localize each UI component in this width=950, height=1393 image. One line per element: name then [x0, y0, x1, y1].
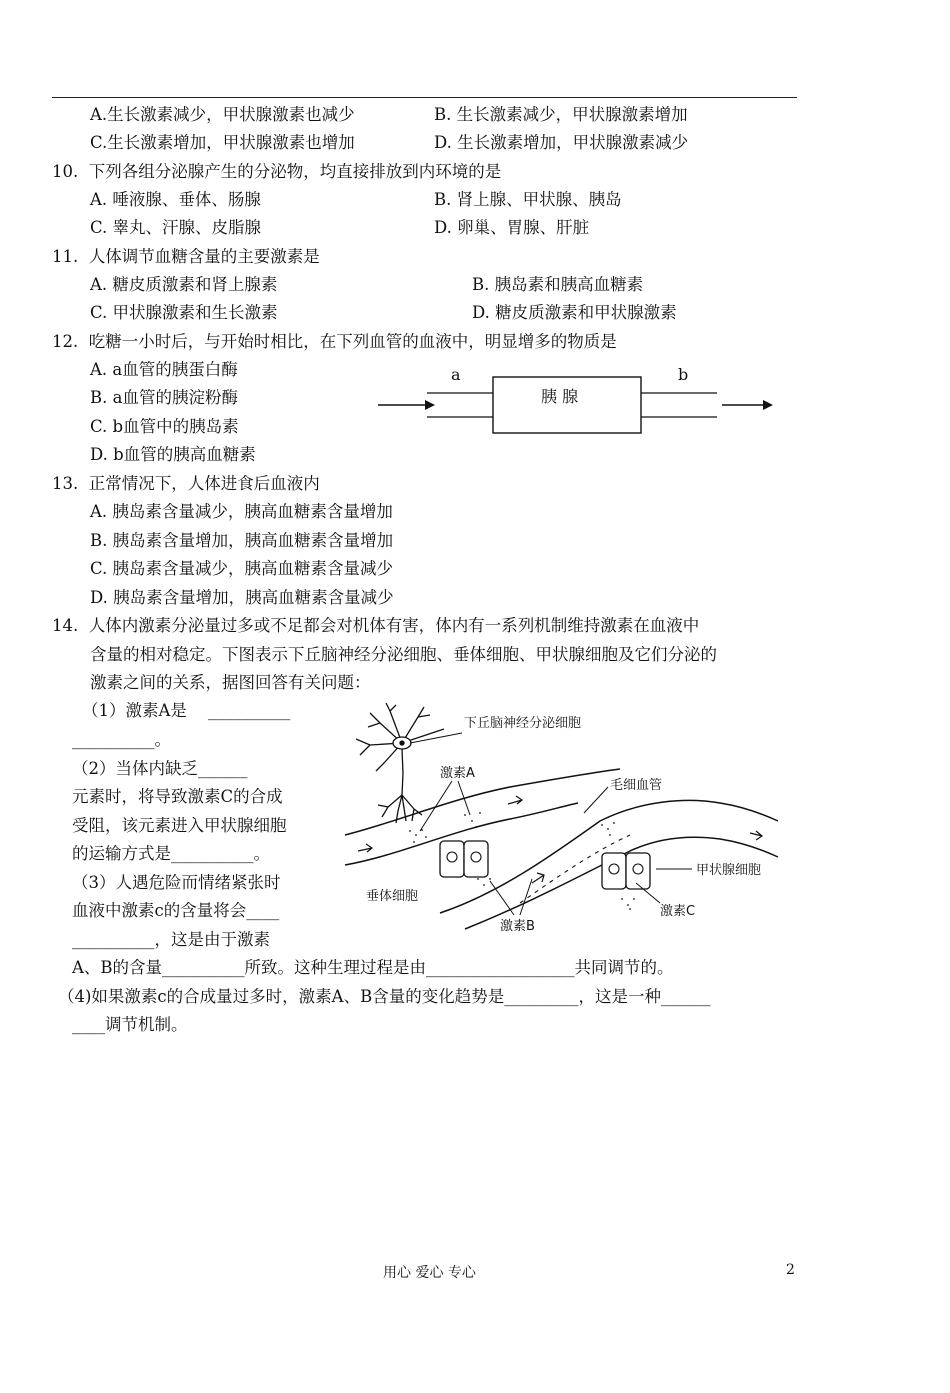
q12-option-d: D. b血管的胰高血糖素	[90, 445, 256, 464]
q14-part1-line1: （1）激素A是 __________	[82, 701, 291, 720]
q12-option-a: A. a血管的胰蛋白酶	[90, 360, 238, 379]
q10-option-b: B. 肾上腺、甲状腺、胰岛	[434, 190, 622, 209]
label-capillary: 毛细血管	[610, 778, 663, 793]
thyroid-nucleus-2	[633, 864, 643, 874]
label-hormone-c: 激素C	[660, 904, 696, 919]
q13-option-a: A. 胰岛素含量减少，胰高血糖素含量增加	[90, 502, 393, 521]
q14-stem-line3: 激素之间的关系，据图回答有关问题：	[90, 673, 371, 692]
thyroid-nucleus-1	[609, 864, 619, 874]
vessel-b-label: b	[678, 365, 689, 384]
q14-part2-line3: 受阻，该元素进入甲状腺细胞	[72, 816, 287, 835]
page-number: 2	[786, 1262, 795, 1278]
q10-option-c: C. 睾丸、汗腺、皮脂腺	[90, 218, 262, 237]
q14-part3-line1: （3）人遇危险而情绪紧张时	[72, 873, 281, 892]
q14-part3-line2: 血液中激素c的含量将会____	[72, 901, 280, 920]
pancreas-label: 胰 腺	[541, 387, 579, 406]
q10-option-d: D. 卵巢、胃腺、肝脏	[434, 218, 590, 237]
q10-stem: 10. 下列各组分泌腺产生的分泌物，均直接排放到内环境的是	[52, 162, 502, 181]
pancreas-diagram	[375, 362, 785, 442]
q14-stem-line2: 含量的相对稳定。下图表示下丘脑神经分泌细胞、垂体细胞、甲状腺细胞及它们分泌的	[90, 645, 717, 664]
neuron-drawing	[356, 703, 444, 823]
label-hormone-a: 激素A	[440, 766, 475, 781]
outflow-arrowhead-icon	[763, 400, 773, 410]
q14-part4-line1: （4)如果激素c的合成量过多时，激素A、B含量的变化趋势是_________，这是一种______	[58, 987, 711, 1006]
vessel-a-label: a	[451, 365, 461, 384]
q13-option-b: B. 胰岛素含量增加，胰高血糖素含量增加	[90, 531, 394, 550]
label-hormone-b: 激素B	[500, 919, 535, 934]
q14-part1-line2: __________。	[72, 730, 171, 749]
q14-part3-line4: A、B的含量__________所致。这种生理过程是由__________________共同调节的。	[72, 958, 674, 977]
q9-option-c: C.生长激素增加，甲状腺激素也增加	[90, 133, 355, 152]
label-pituitary-cell: 垂体细胞	[366, 889, 419, 904]
q12-option-b: B. a血管的胰淀粉酶	[90, 388, 238, 407]
q11-stem: 11. 人体调节血糖含量的主要激素是	[52, 247, 320, 266]
q13-stem: 13. 正常情况下，人体进食后血液内	[52, 474, 320, 493]
q13-option-d: D. 胰岛素含量增加，胰高血糖素含量减少	[90, 588, 394, 607]
q14-part3-line3: __________，这是由于激素	[72, 930, 270, 949]
q14-part2-line4: 的运输方式是__________。	[72, 844, 270, 863]
q14-part2-line2: 元素时，将导致激素C的合成	[72, 787, 283, 806]
inflow-arrowhead-icon	[425, 400, 435, 410]
q11-option-b: B. 胰岛素和胰高血糖素	[472, 275, 644, 294]
q14-stem-line1: 14. 人体内激素分泌量过多或不足都会对机体有害，体内有一系列机制维持激素在血液中	[52, 616, 700, 635]
q14-part2-line1: （2）当体内缺乏______	[72, 759, 248, 778]
q11-option-a: A. 糖皮质激素和肾上腺素	[90, 275, 278, 294]
pituitary-nucleus-1	[447, 852, 457, 862]
label-thyroid-cell: 甲状腺细胞	[696, 863, 762, 878]
q9-option-d: D. 生长激素增加，甲状腺激素减少	[434, 133, 689, 152]
endocrine-figure	[340, 703, 780, 943]
footer-slogan: 用心 爱心 专心	[383, 1265, 476, 1281]
q12-stem: 12. 吃糖一小时后，与开始时相比，在下列血管的血液中，明显增多的物质是	[52, 332, 617, 351]
q14-part4-line2: ____调节机制。	[72, 1015, 188, 1034]
q9-option-b: B. 生长激素减少，甲状腺激素增加	[434, 105, 688, 124]
q13-option-c: C. 胰岛素含量减少，胰高血糖素含量减少	[90, 559, 394, 578]
header-rule	[52, 97, 797, 98]
q10-option-a: A. 唾液腺、垂体、肠腺	[90, 190, 261, 209]
pituitary-nucleus-2	[471, 852, 481, 862]
q9-option-a: A.生长激素减少，甲状腺激素也减少	[90, 105, 355, 124]
q11-option-c: C. 甲状腺激素和生长激素	[90, 303, 278, 322]
label-hypothalamus-cell: 下丘脑神经分泌细胞	[464, 716, 582, 731]
q12-option-c: C. b血管中的胰岛素	[90, 417, 239, 436]
q11-option-d: D. 糖皮质激素和甲状腺激素	[472, 303, 677, 322]
